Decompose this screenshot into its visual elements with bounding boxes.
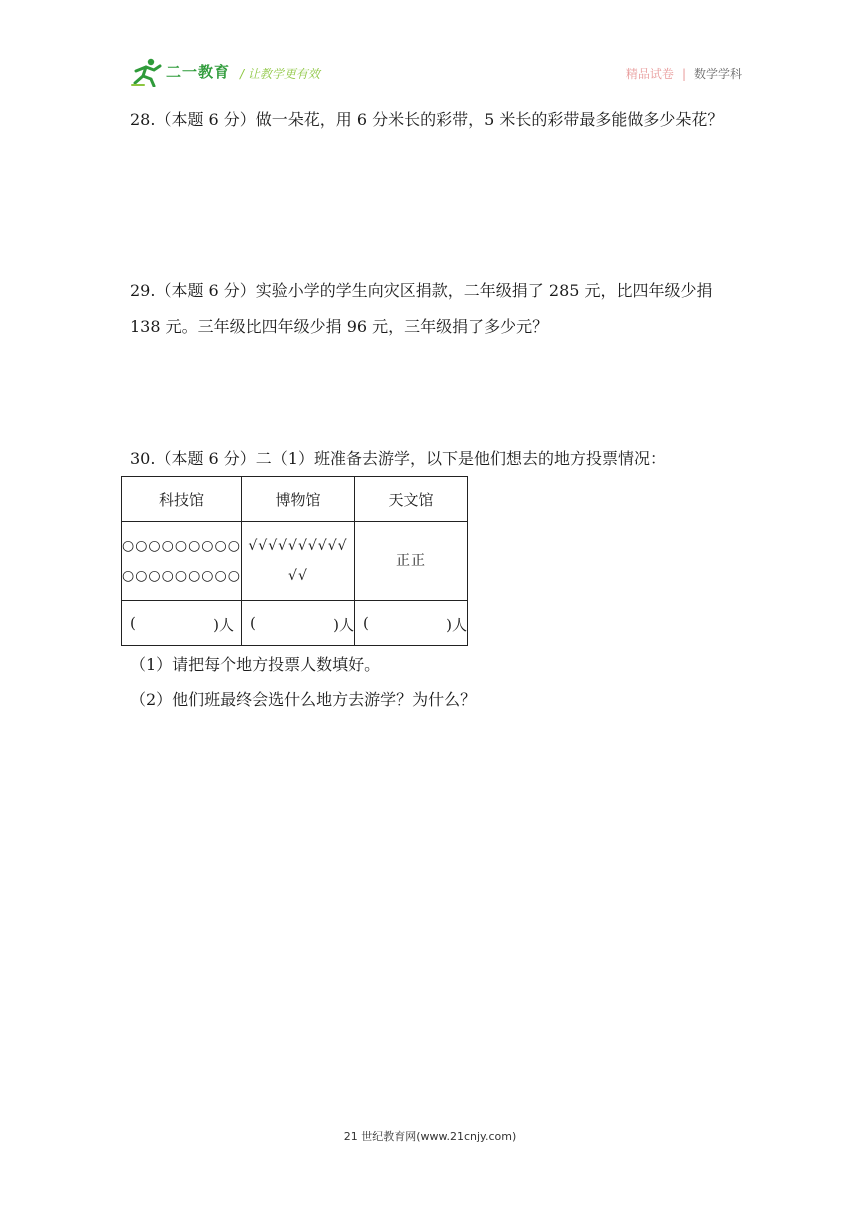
logo-text: 二一教育	[166, 63, 231, 81]
header-separator: |	[681, 67, 686, 81]
table-header-row	[122, 477, 468, 522]
question-30: 30.（本题 6 分）二（1）班准备去游学，以下是他们想去的地方投票情况：	[130, 449, 666, 468]
vote-table	[121, 476, 468, 646]
table-header-cell: 博物馆	[241, 477, 354, 522]
tally-line: √√	[288, 568, 308, 584]
count-blank[interactable]	[363, 614, 467, 632]
count-open: (	[249, 614, 256, 632]
count-cell[interactable]	[122, 601, 242, 646]
count-blank[interactable]	[130, 614, 234, 632]
sub-question-1: （1）请把每个地方投票人数填好。	[130, 655, 381, 674]
count-cell[interactable]	[354, 601, 467, 646]
header-right	[626, 65, 742, 82]
table-tally-row	[122, 522, 468, 601]
tally-line: 正正	[395, 553, 426, 569]
count-unit: )人	[333, 616, 354, 634]
runner-logo-icon	[130, 57, 164, 87]
tally-cell	[354, 522, 467, 601]
tally-cell	[122, 522, 242, 601]
count-open: (	[362, 614, 369, 632]
count-unit: )人	[446, 616, 467, 634]
question-29: 29.（本题 6 分）实验小学的学生向灾区捐款，二年级捐了 285 元，比四年级少捐 138 元。三年级比四年级少捐 96 元，三年级捐了多少元？	[130, 281, 713, 336]
count-open: (	[130, 614, 136, 632]
count-unit: )人	[213, 616, 234, 634]
logo	[130, 56, 240, 88]
slogan: / 让教学更有效	[240, 67, 320, 81]
question-28: 28.（本题 6 分）做一朵花，用 6 分米长的彩带，5 米长的彩带最多能做多少朵花？	[130, 110, 724, 129]
tally-cell	[241, 522, 354, 601]
table-header-cell: 科技馆	[122, 477, 242, 522]
tally-line: ○○○○○○○○○	[122, 538, 241, 554]
sub-question-2: （2）他们班最终会选什么地方去游学？为什么？	[130, 690, 477, 709]
tally-line: √√√√√√√√√√	[248, 538, 348, 554]
count-blank[interactable]	[250, 614, 354, 632]
page-header	[130, 56, 742, 88]
header-subject: 数学学科	[693, 67, 742, 81]
tally-line: ○○○○○○○○○	[122, 568, 241, 584]
table-count-row	[122, 601, 468, 646]
page-footer: 21 世纪教育网(www.21cnjy.com)	[343, 1130, 517, 1143]
header-label: 精品试卷	[625, 67, 674, 81]
count-cell[interactable]	[241, 601, 354, 646]
table-header-cell: 天文馆	[354, 477, 467, 522]
